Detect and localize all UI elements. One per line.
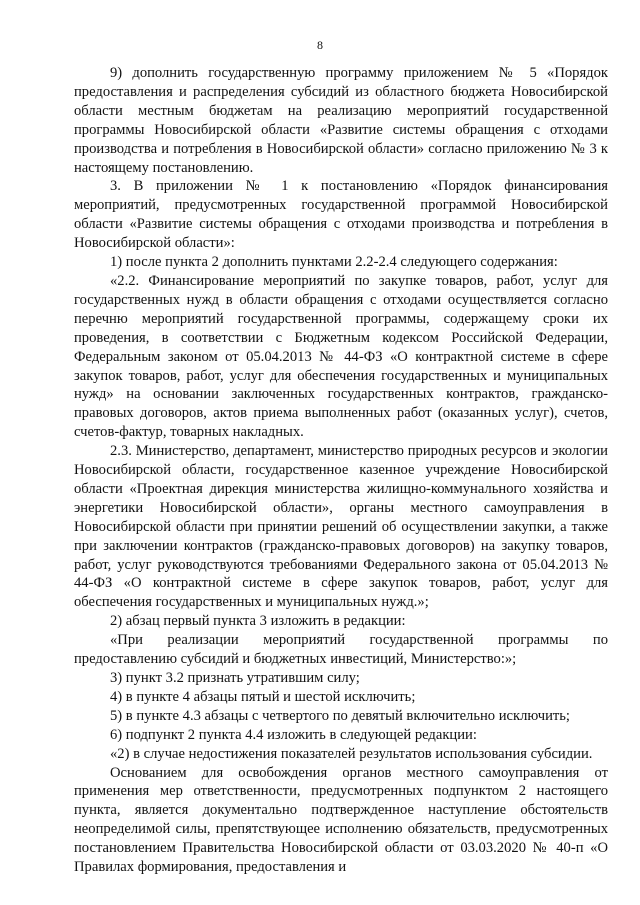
paragraph-subitem-6: 6) подпункт 2 пункта 4.4 изложить в следующей редакции: <box>110 726 477 743</box>
page-number: 8 <box>317 38 323 52</box>
document-body <box>74 64 608 877</box>
paragraph-subitem-2: 2) абзац первый пункта 3 изложить в редакции: <box>110 613 406 630</box>
paragraph-subitem-5: 5) в пункте 4.3 абзацы с четвертого по девятый включительно исключить; <box>110 707 570 724</box>
paragraph-subitem-4: 4) в пункте 4 абзацы пятый и шестой исключить; <box>110 688 416 705</box>
paragraph-item-9: 9) дополнить государственную программу приложением № 5 «Порядок предоставления и распределения субсидий из областного бюджета Новосибирской области местным бюджетам на реализацию мероприятий государственной программы Новосибирской области «Развитие системы обращения с отходами производства и потребления в Новосибирской области» согласно приложению № 3 к настоящему постановлению. <box>74 65 608 176</box>
paragraph-quote-subsidy: «2) в случае недостижения показателей результатов использования субсидии. <box>110 745 593 762</box>
paragraph-clause-2-3: 2.3. Министерство, департамент, министерство природных ресурсов и экологии Новосибирской области, государственное казенное учреждение Новосибирской области «Проектная дирекция министерства жилищно-коммунального хозяйства и энергетики Новосибирской области», органы местного самоуправления в Новосибирской области при принятии решений об осуществлении закупки, а также при заключении контрактов (гражданско-правовых договоров) на закупку товаров, работ, услуг руководствуются требованиями Федерального закона от 05.04.2013 № 44-ФЗ «О контрактной системе в сфере закупок товаров, работ, услуг для обеспечения государственных и муниципальных нужд.»; <box>74 443 608 611</box>
paragraph-subitem-3: 3) пункт 3.2 признать утратившим силу; <box>110 670 360 686</box>
paragraph-quote-implementation: «При реализации мероприятий государственной программы по предоставлению субсидий и бюджетных инвестиций, Министерство:»; <box>74 632 608 668</box>
paragraph-section-3: 3. В приложении № 1 к постановлению «Порядок финансирования мероприятий, предусмотренных государственной программой Новосибирской области «Развитие системы обращения с отходами производства и потребления в Новосибирской области»: <box>74 178 608 252</box>
paragraph-grounds-release: Основанием для освобождения органов местного самоуправления от применения мер ответственности, предусмотренных подпунктом 2 настоящего пункта, является документально подтвержденное наступление обстоятельств неопределимой силы, препятствующее исполнению обязательств, предусмотренных постановлением Правительства Новосибирской области от 03.03.2020 № 40-п «О Правилах формирования, предоставления и <box>74 764 608 876</box>
paragraph-clause-2-2: «2.2. Финансирование мероприятий по закупке товаров, работ, услуг для государственных нужд в области обращения с отходами осуществляется согласно перечню мероприятий государственной программы, содержащему сроки их проведения, в соответствии с Бюджетным кодексом Российской Федерации, Федеральным законом от 05.04.2013 № 44-ФЗ «О контрактной системе в сфере закупок товаров, работ, услуг для обеспечения государственных и муниципальных нужд» на основании заключенных государственных контрактов, гражданско-правовых договоров, актов приема выполненных работ (оказанных услуг), счетов, счетов-фактур, товарных накладных. <box>74 272 608 441</box>
paragraph-subitem-1: 1) после пункта 2 дополнить пунктами 2.2-2.4 следующего содержания: <box>110 254 558 271</box>
